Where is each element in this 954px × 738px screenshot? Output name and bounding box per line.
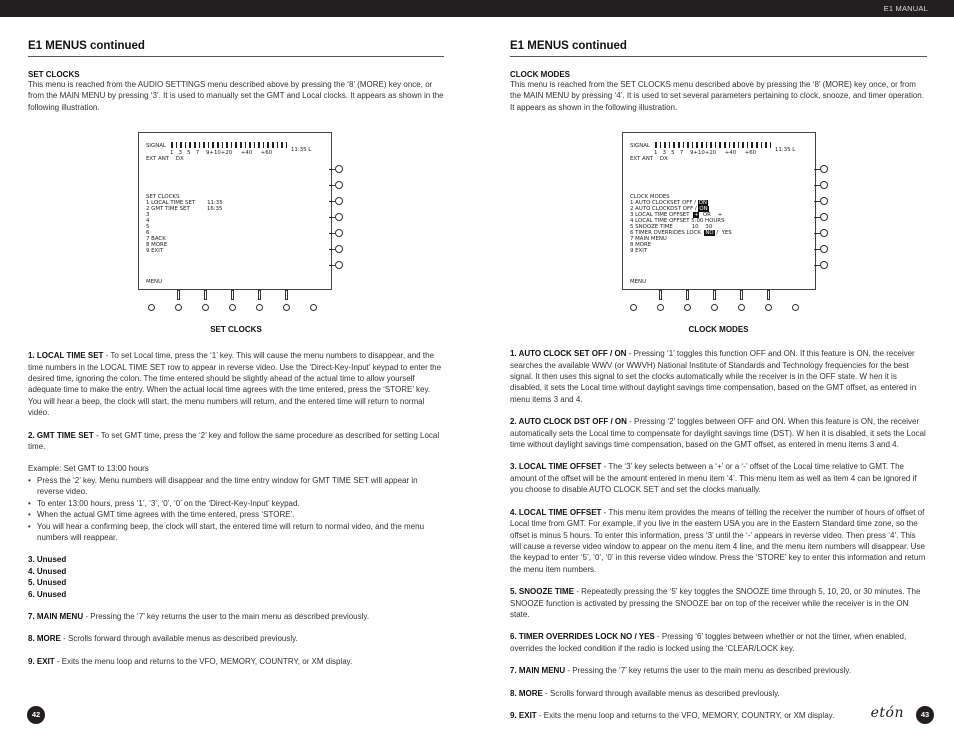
side-key-button bbox=[335, 181, 343, 189]
screen-menu-footer: MENU bbox=[146, 279, 163, 286]
menu-line-1: 1 AUTO CLOCKSET OFF / ON bbox=[630, 200, 707, 207]
signal-label: SIGNAL bbox=[146, 143, 166, 150]
side-key-button bbox=[820, 213, 828, 221]
list-item: • You will hear a confirming beep, the clock will start, the entered time will return to normal video, and the menu numbers will reappear. bbox=[28, 521, 444, 544]
page-number-right: 43 bbox=[916, 706, 934, 724]
left-section-title: E1 MENUS continued bbox=[28, 40, 444, 57]
example-bullets bbox=[28, 475, 444, 543]
menu-line-5: 5 SNOOZE TIME 10 30 bbox=[630, 224, 713, 231]
ext-ant-line: EXT ANT DX bbox=[146, 156, 184, 163]
bottom-key-button bbox=[256, 304, 263, 311]
menu-line-2: 2 AUTO CLOCKDST OFF / ON bbox=[630, 206, 708, 213]
menu-line-6: 6 TIMER OVERRIDES LOCK NO / YES bbox=[630, 230, 732, 237]
side-key-button bbox=[335, 213, 343, 221]
menu-line: 8 MORE bbox=[146, 242, 168, 249]
bottom-key-button bbox=[202, 304, 209, 311]
left-item-1: 1. LOCAL TIME SET - To set Local time, press the ‘1’ key. This will cause the menu numbers to disappear, and the time numbers in the LOCAL TIME SET row to appear in reverse video. Use the ‘Direct-Key-Input’ keypad to enter the desired time, ignoring the colon. The time entered should be slightly ahead of the actual time to allow yourself adequate time to make the entry. When the actual local time agrees with the time entered, press the ‘STORE’ key. You will hear a beep, the clock will start, the menu numbers will return, and the entered time will return to normal video. bbox=[28, 351, 442, 418]
manual-label: E1 MANUAL bbox=[883, 4, 928, 13]
clock-modes-heading: CLOCK MODES bbox=[510, 70, 570, 79]
clock-modes-items bbox=[510, 348, 927, 721]
bottom-key-button bbox=[738, 304, 745, 311]
side-key-button bbox=[820, 197, 828, 205]
menu-line: 5 bbox=[146, 224, 150, 231]
side-key-button bbox=[820, 165, 828, 173]
signal-bars bbox=[171, 142, 287, 148]
menu-line: SET CLOCKS bbox=[146, 194, 180, 201]
signal-bars bbox=[655, 142, 771, 148]
bottom-key-button bbox=[765, 304, 772, 311]
clock-time: 11:35 L bbox=[291, 147, 312, 154]
side-key-button bbox=[820, 245, 828, 253]
side-key-button bbox=[820, 181, 828, 189]
page-number-left: 42 bbox=[27, 706, 45, 724]
bottom-key-button bbox=[792, 304, 799, 311]
unused-5: 5. Unused bbox=[28, 578, 67, 588]
signal-scale: 1 3 5 7 9+10+20 +40 +60 bbox=[654, 150, 757, 157]
bottom-key-button bbox=[148, 304, 155, 311]
screen-menu-footer: MENU bbox=[630, 279, 647, 286]
left-item-7: 7. MAIN MENU - Pressing the ‘7’ key returns the user to the main menu as described previously. bbox=[28, 611, 370, 621]
top-bar bbox=[0, 0, 954, 17]
side-key-button bbox=[335, 261, 343, 269]
unused-4: 4. Unused bbox=[28, 566, 67, 576]
right-item-2: 2. AUTO CLOCK DST OFF / ON - Pressing ‘2’ toggles between OFF and ON. When this feature is ON, the receiver automatically sets the Local time to compensate for daylight savings time (DST). W hen it is disabled, it sets the Local time without daylight savings time compensation, based on the GMT offset, as entered in menu items 3 and 4. bbox=[510, 417, 926, 450]
side-key-button bbox=[820, 261, 828, 269]
side-key-button bbox=[335, 229, 343, 237]
example-title: Example: Set GMT to 13:00 hours bbox=[28, 464, 149, 474]
bottom-key-button bbox=[175, 304, 182, 311]
side-key-button bbox=[820, 229, 828, 237]
menu-line-3: 3 LOCAL TIME OFFSET + OR + bbox=[630, 212, 723, 219]
menu-line: 3 bbox=[146, 212, 150, 219]
menu-line: 4 bbox=[146, 218, 150, 225]
right-item-8: 8. MORE - Scrolls forward through available menus as described previously. bbox=[510, 688, 780, 698]
clock-modes-screen bbox=[622, 132, 816, 290]
bottom-key-button bbox=[684, 304, 691, 311]
menu-line-7: 7 MAIN MENU bbox=[630, 236, 667, 243]
left-item-8: 8. MORE - Scrolls forward through available menus as described previously. bbox=[28, 634, 298, 644]
clock-modes-diagram bbox=[510, 130, 927, 322]
right-item-6: 6. TIMER OVERRIDES LOCK NO / YES - Pressing ‘6’ toggles between whether or not the timer, when enabled, overrides the locked condition if the radio is locked using the ‘CLEAR/LOCK key. bbox=[510, 632, 907, 653]
clock-time: 11:35 L bbox=[775, 147, 796, 154]
right-page bbox=[510, 40, 927, 721]
ext-ant-line: EXT ANT DX bbox=[630, 156, 668, 163]
menu-line-8: 8 MORE bbox=[630, 242, 652, 249]
right-item-4: 4. LOCAL TIME OFFSET - This menu item provides the means of telling the receiver the number of hours of offset of Local time from GMT. For example, if you live in the eastern USA you are in the Eastern Standard time zone, so the offset is minus 5 hours. To enter this information, press ‘3’ until the ‘-’ appears in reverse video. Then press ‘4’. This will cause a reverse video window to appear on the menu item 4 line, and the menu item numbers will disappear. Use the keypad to enter ‘5’, ‘0’, ‘0’ in this reverse video window. Press the ‘STORE’ key to enter this information and return the menu item numbers. bbox=[510, 507, 926, 574]
side-key-button bbox=[335, 197, 343, 205]
right-item-5: 5. SNOOZE TIME - Repeatedly pressing the ‘5’ key toggles the SNOOZE time through 5, 10, 20, or 30 minutes. The SNOOZE function is activated by pressing the SNOOZE bar on top of the receiver while the receiver is in the ON state. bbox=[510, 587, 921, 619]
menu-line: 9 EXIT bbox=[146, 248, 164, 255]
menu-title: CLOCK MODES bbox=[630, 194, 670, 201]
right-item-7: 7. MAIN MENU - Pressing the ‘7’ key returns the user to the main menu as described previously. bbox=[510, 666, 852, 676]
bottom-key-button bbox=[657, 304, 664, 311]
right-item-9: 9. EXIT - Exits the menu loop and returns to the VFO, MEMORY, COUNTRY, or XM display. bbox=[510, 710, 835, 720]
menu-line-4: 4 LOCAL TIME OFFSET 5:00 HOURS bbox=[630, 218, 725, 225]
list-item: • Press the ‘2’ key. Menu numbers will disappear and the time entry window for GMT TIME SET will appear in reverse video. bbox=[28, 475, 444, 498]
clock-modes-intro: This menu is reached from the SET CLOCKS menu described above by pressing the ‘8’ (MORE) key once, or from the MAIN MENU by pressing ‘4’. It is used to set several parameters pertaining to clock, snooze, and timer operation. It appears as shown in the following illustration. bbox=[510, 80, 924, 112]
side-key-button bbox=[335, 245, 343, 253]
left-item-2: 2. GMT TIME SET - To set GMT time, press the ‘2’ key and follow the same procedure as described for setting Local time. bbox=[28, 430, 440, 452]
set-clocks-caption: SET CLOCKS bbox=[210, 325, 262, 335]
bottom-key-button bbox=[630, 304, 637, 311]
signal-scale: 1 3 5 7 9+10+20 +40 +60 bbox=[170, 150, 273, 157]
bottom-key-button bbox=[310, 304, 317, 311]
left-item-9: 9. EXIT - Exits the menu loop and returns to the VFO, MEMORY, COUNTRY, or XM display. bbox=[28, 656, 353, 666]
right-item-3: 3. LOCAL TIME OFFSET - The ‘3’ key selects between a ‘+’ or a ‘-’ offset of the Local time relative to GMT. The amount of the offset will be the amount entered in menu item ‘4’. This menu item as well as item 4 can be ignored if you choose to disable AUTO CLOCK SET and set the clocks manually. bbox=[510, 462, 917, 495]
right-section-title: E1 MENUS continued bbox=[510, 40, 927, 57]
set-clocks-intro: This menu is reached from the AUDIO SETTINGS menu described above by pressing the ‘8’ (MORE) key once, or from the MAIN MENU by pressing ‘3’. It is used to manually set the GMT and Local clocks. It appears as shown in the following illustration. bbox=[28, 80, 444, 112]
set-clocks-diagram bbox=[28, 130, 444, 322]
unused-6: 6. Unused bbox=[28, 589, 67, 599]
list-item: • When the actual GMT time agrees with the time entered, press ‘STORE’. bbox=[28, 509, 444, 520]
right-item-1: 1. AUTO CLOCK SET OFF / ON - Pressing ‘1’ toggles this function OFF and ON. If this feature is ON, the receiver searches the available WWV (or WWVH) National Institute of Standards and Technology frequencies for the best signal. It then uses this signal to set the clocks automatically while the receiver is in the OFF state. W hen it is disabled, it sets the Local time without daylight savings time compensation, based on the GMT offset, as entered in menu items 3 and 4. bbox=[510, 349, 917, 404]
menu-line: 2 GMT TIME SET 16:35 bbox=[146, 206, 223, 213]
menu-line: 1 LOCAL TIME SET 11:35 bbox=[146, 200, 223, 207]
bottom-key-button bbox=[711, 304, 718, 311]
list-item: • To enter 13:00 hours, press ‘1’, ‘3’, ‘0’, ‘0’ on the ‘Direct-Key-Input’ keypad. bbox=[28, 498, 444, 509]
unused-3: 3. Unused bbox=[28, 555, 67, 565]
side-key-button bbox=[335, 165, 343, 173]
menu-line-9: 9 EXIT bbox=[630, 248, 648, 255]
menu-line: 7 BACK bbox=[146, 236, 166, 243]
set-clocks-heading: SET CLOCKS bbox=[28, 70, 80, 79]
signal-label: SIGNAL bbox=[630, 143, 650, 150]
left-page bbox=[28, 40, 444, 667]
eton-logo: etón bbox=[870, 705, 904, 721]
clock-modes-caption: CLOCK MODES bbox=[688, 325, 749, 335]
set-clocks-screen bbox=[138, 132, 332, 290]
bottom-key-button bbox=[283, 304, 290, 311]
bottom-key-button bbox=[229, 304, 236, 311]
menu-line: 6 bbox=[146, 230, 150, 237]
